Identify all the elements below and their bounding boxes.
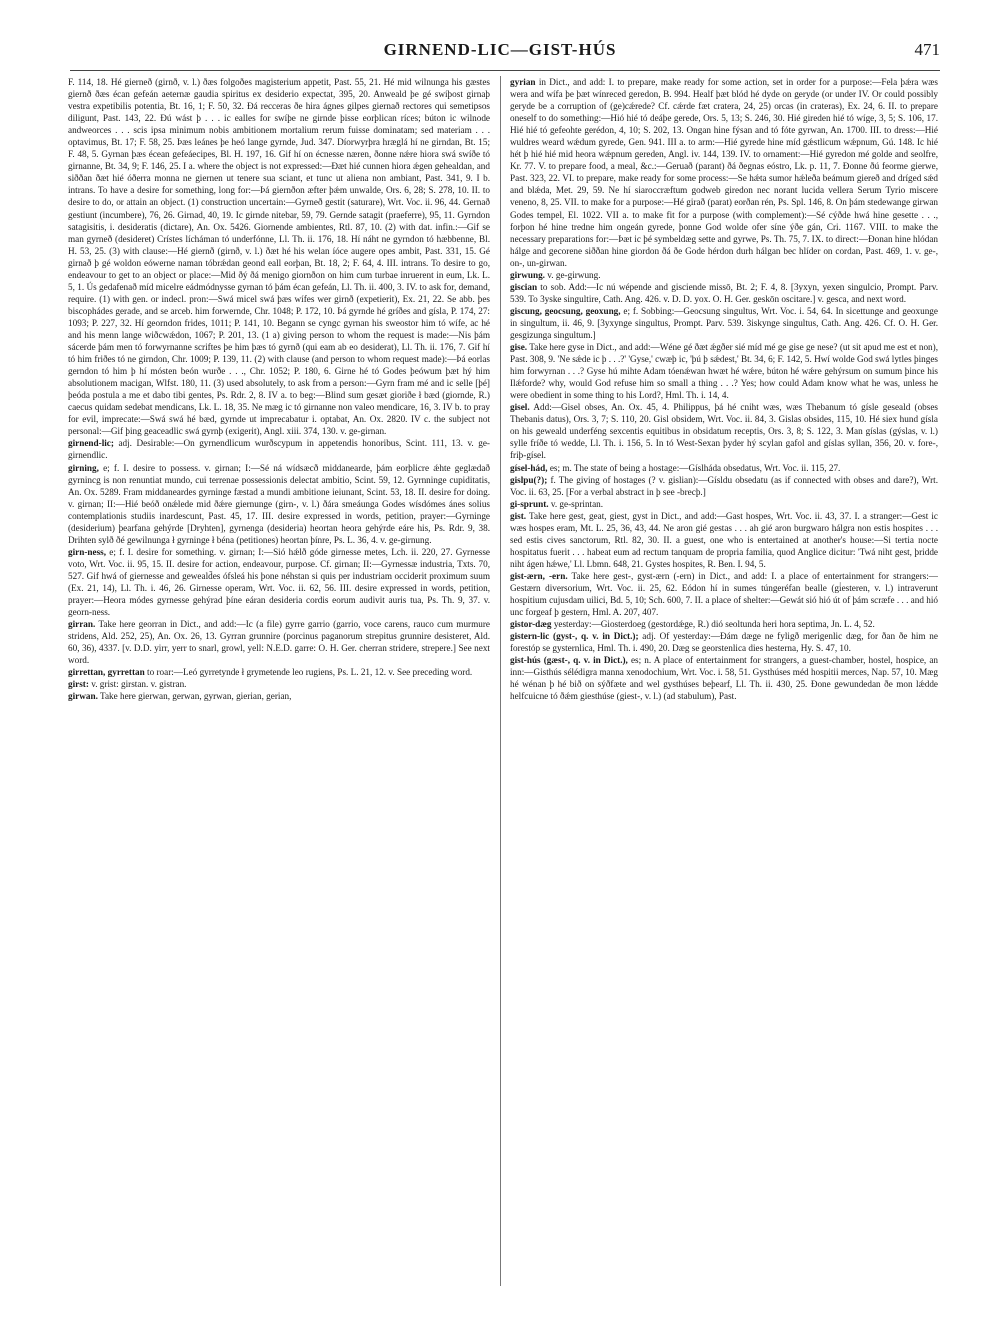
entry-headword: gist.	[510, 510, 527, 521]
entry-headword: girn-ness,	[68, 546, 107, 557]
dictionary-entry	[68, 666, 490, 678]
entry-headword: girwung.	[510, 269, 545, 280]
page-number: 471	[914, 40, 940, 59]
dictionary-entry	[68, 690, 490, 702]
entry-text: es; n. A place of entertainment for strangers, a guest-chamber, hostel, hospice, an inn:—Gisthús sélédigra manna xenodochium, Wrt. Voc. i. 58, 51. Gysthúses méd hospitii merces, Nap. 57, 10. Mæg hé wénan þ hé bið on sýðfæte and wel gysthúses beþearf, Ll. Th. ii. 430, 25. Ðone gewundedan ðe mon lǽdde helfcuicne tó ðǽm giesthúse (giest-, v. l.) (ad stabulum), Past.	[510, 655, 938, 702]
dictionary-entry	[68, 437, 490, 461]
entry-text: e; f. I. desire to possess. v. girnan; I:—Sé ná wídsæcð middaneardе, þám eorþlicre ǽhte geglædað gyrninсg is non renuntiat mundo, cui terrenae possessionis delectat ambitio, Scint. 59, 12. Gyrnninge cupiditatis, An. Ox. 5289. Fram middaneardes gyrninge fæstad a mundi ambitione ieiunant, Scint. 53, 18. II. desire for doing. v. girnan; II:—Hié beóð onǽlede mid ðǽre giernunge (girn-, v. l.) ðára smeáunga Godes wísdómes ánes solius contemplationis studiis inardescunt, Past. 45, 17. III. desire expressed in words, petition, prayer:—Gyrninge (desiderium) þearfana gehýrde [Dryhten], gyrnenga (desideria) heortan heora gehýrde eáre his, Ps. Rdr. 9, 38. Drihten sylð ðé gewilnunga ł gyrninge ł béna (petitiones) heortan þínre, Ps. L. 36, 4. v. ge-girnung.	[68, 462, 490, 545]
entry-text: e; f. Sobbing:—Geocsung singultus, Wrt. Voc. i. 54, 64. In sicettunge and geoxunge in singultum, ii. 46, 9. [3yxynge singultus, Prompt. Parv. 539. 3iskynge singultus, Cath. Ang. 426. Cf. O. H. Ger. gesgizunga singultum.]	[510, 305, 938, 340]
entry-text: v. grist: girstan. v. gistran.	[88, 679, 187, 690]
entry-text: v. ge-sprintan.	[548, 498, 604, 509]
dictionary-entry	[510, 281, 938, 305]
entry-text: v. ge-girwung.	[544, 269, 601, 280]
entry-headword: girrettan, gyrrettan	[68, 667, 145, 678]
entry-headword: giscian	[510, 281, 538, 292]
left-column	[68, 76, 490, 1301]
entry-headword: gistor-dæg	[510, 619, 552, 630]
entry-text: Take here georran in Dict., and add:—Ic (a file) gyrre garrio (garrio, voce carens, rauco cum murmure stridens, Ald. 252, 25), An. Ox. 26, 13. Gyrran grunnire (porcinus paganorum strepitus grunnire desisteret, Ald. 60, 36), 4337. [v. D.D. yirr, yerr to snarl, growl, yell: N.E.D. garre: O. H. Ger. cherran stridere, strepere.] See next word.	[68, 619, 490, 666]
entry-headword: gísel-hád,	[510, 462, 548, 473]
dictionary-entry	[510, 570, 938, 618]
entry-text: es; m. The state of being a hostage:—Gíslháda obsedatus, Wrt. Voc. ii. 115, 27.	[547, 462, 841, 473]
entry-text: in Dict., and add: I. to prepare, make ready for some action, set in order for a purpose:—Fela þǽra wæs wera and wífa þe þæt wínreced geredon, B. 994. Healf þæt blód hé dyde on geryde (or under IV. Or could possibly geryde be a corruption of (ge)cǽrede? Cf. cǽrde fæt cratera, 24, 25) orcas (in crateras), Ex. 24, 6. II. to prepare oneself to do something:—Hió hié tó deáþe gerede, Ors. 5, 13; S. 246, 30. Hié gireden hié tó wíge, 3, 5; S. 106, 17. Hié hié tó gefeohte gerédon, 4, 10; S. 202, 13. Ongan hine fýsan and tó fóte gyrwan, An. 1700. III. to dress:—Hié wuldres weard wǽdum gyrede, Gen. 941. III a. to arm:—Hié gyrede hine míd gǽstlicum wǽpnum, Gú. 148. Ic hié hét þ hié hié mid heora wǽpnum gereden, Angl. iv. 144, 139. IV. to ornament:—Hié gyredon mé golde and seolfre, Kr. 77. V. to prepare food, a meal, &c.:—Geruað (parant) ðá ðegnas eóstro, Lk. p. 11, 7. Ðonne ðú feorme gierwe, Past. 323, 22. VI. to prepare, make ready for some process:—Se hǽta sumor hǽleða beámum giereð and dríged sǽd and blǽda, Met. 29, 59. Ne hí siaroccræftum godweb giredon nec norant lucida vellera Serum Tyrio miscere veneno, 8, 25. VII. to make for a purpose:—Hé girað (parat) eorðan rén, Ps. Spl. 146, 8. On þám stedewange girwan Godes tempel, El. 1022. VII a. to make fit for a purpose (with complement):—Sé cýðde hwá hine gesette . . ., forþon hé hine tredne him ongeán gyrede, þonne God wolde ofer síne ýðe gán, Cri. 1167. VIII. to make the necessary preparations for:—Þæt ic þé symbeldæg sette and gyrwe, Ps. Th. 75, 7. IX. to direct:—Ðonan hine hlódan hálge and gecorene siððan hine giordon ðá ðe Gode hérdon durh hálgan bec hlíder on cordan, Past. 469, 1. v. ge-, on-, un-girwan.	[510, 77, 938, 268]
entry-text: e; f. I. desire for something. v. girnan; I:—Sió hǽlð góde girnesse metes, Lch. ii. 220, 27. Gyrnesse voto, Wrt. Voc. ii. 95, 15. II. desire for action, endeavour, purpose. Cf. girnan; II:—Gyrnessæ industria, Txts. 70, 527. Gif hwá of giernesse and geweald̄es ófsleá his þone néhstan si quis per industriam occiderit proximum suum (Ex. 21, 14), Ll. Th. i. 46, 26. Girnesse operam, Wrt. Voc. ii. 62, 56. III. desire expressed in words, petition, prayer:—Heora módes gyrnesse gehýrad þíne eáran desideria cordis eorum audivit auris tua, Ps. Th. 9, 37. v. georn-ness.	[68, 546, 490, 618]
entry-text: yesterday:—Giosterdoeg (gestordǽge, R.) dió seoltunda heri hora septima, Jn. L. 4, 52.	[551, 619, 875, 630]
dictionary-entry	[510, 401, 938, 461]
entry-headword: gi-sprunt.	[510, 498, 549, 509]
dictionary-entry	[510, 76, 938, 269]
entry-text: Take here gierwan, gerwan, gyrwan, gierian, gerian,	[97, 691, 292, 702]
dictionary-entry	[68, 462, 490, 546]
column-divider	[500, 76, 501, 1286]
entry-text: F. 114, 18. Hé gierneð (girnð, v. l.) ðæs folgoðes magisterium appetit, Past. 55, 21. Hé mid wilnunga his gæstes giernð ðæs écan gefeán aeternæ gaudia spiritus ex desiderio expectat, 395, 20. Anweald þe gé swíþost girnaþ vestra expetibilis potentia, Bt. 16, 1; F. 50, 32. Ðá recceras ðe hira ágnes gilpes giernað rectores qui semetipsos diligunt, Past. 143, 22. Ðú wást þ . . . ic ealles for swíþe ne girnde þisse eorþlican ríces; búton ic wilnode andweorces . . . scis ipsa minimum nobis ambitionem mortalium rerum fuisse dominatam; sed materiam . . . optavimus, Bt. 17; F. 58, 25. Þæs leánes þe heó lange gyrnde, Jud. 347. Díorwyrþra hræglá hí ne girndan, Bt. 15; F. 48, 5. Gyrnan þæs écean gefeáecipes, Bl. H. 197, 16. Gif hí on écnesse næren, ðonne nǽre hiora swá swíðe tó girnanne, Bt. 34, 9; F. 146, 25. I a. where the object is not expressed:—Ðæt hié cunnen hiora ǽgen gehealdan, and siððan ðæt hié óðerra monna ne giernen ut tenere sua sciant, et tunc ut aliena non ambiant, Past. 341, 9. I b. intrans. To have a desire for something, long for:—Þá giernðon æfter þǽm unwalde, Ors. 6, 28; S. 278, 10. II. to desire to do, or attain an object. (1) construction uncertain:—Gyrneð gestit (saturare), Wrt. Voc. ii. 96, 44. Gernað gestiunt (incumbere), 76, 26. Girnad, 40, 19. Ic girnde nitebar, 59, 79. Gernde satagit (praeferre), 95, 11. Gyrndon satagisitis, i. desideratis (dictare), An. Ox. 5426. Giornende ambientes, Rtl. 87, 10. (2) with dat. infin.:—Gif se man gyrneð (desideret) Crístes lícháman tó underfónne, Ll. Th. ii. 176, 18. Hí náht ne gyrndon tó hæbbenne, Bl. H. 53, 25. (3) with clause:—Hé giernð (girnð, v. l.) ðæt hé his welan íóce augere opes ambit, Past. 331, 15. Gé girnað þ gé woldon eówerne naman tóbrǽdan geond eall eorþan, Bt. 18, 2; F. 64, 4. III. intrans. To desire to go, endeavour to get to an object or place:—Mid ðý ðá menigo giornðon on him cum turbae inruerent in eum, Lk. L. 5, 1. Ús gedafenað míd micelre eádmódnysse gyrnan tó þám écan gefeán, Ll. Th. ii. 400, 3. IV. to ask for, demand, require. (1) with gen. or indecl. pron:—Swá micel swá þæs wífes wer girnð (expetierit), Ex. 21, 22. Se abb. þes biscophádes gerade, and se arceb. him forwernde, Chr. 1048; P. 172, 10. Þá gyrnde hé gríðes and gísla, P. 174, 27: 1093; P. 227, 32. Hí georndon frides, 1011; P. 141, 10. Begann se cyngc gyrnan his sweostor him tó wífe, ac hé and his menn lange wiðcwǽdon, 1067; P. 201, 13. (1 a) giving person to whom the request is made:—Nis þám sácerde þám men tó forwyrnanne scriftes þe him þæs tó gyrnð (qui eam ab eo desiderat), Ll. Th. ii. 176, 7. Gif hí tó him friðes tó ne girndon, Chr. 1009; P. 139, 11. (2) with clause (and person to whom request made):—Þá eorlas gerndon tó him þ hí mósten beón wurðe . . ., Chr. 1052; P. 180, 6. Girne hé tó Godes þeówum þæt hý him absolutionem macigan, Wlfst. 180, 11. (3) used absolutely, to ask from a person:—Gyrn fram mé and ic selle [þé] þeóda postula a me et dabo tibi gentes, Ps. Rdr. 2, 8. IV a. to beg:—Blind sum gesæt gioriðe ł bæd (giornde, R.) caecus quidam sedebat mendicans, Lk. L. 18, 35. Ne mæg ic tó girnanne non valeo mendicare, 16, 3. IV b. to pray for evil, imprecate:—Swá swá hé bæd, gyrnde ut imprecabatur i. optabat, An. Ox. 2820. IV c. the subject not personal:—Gif þing geaceadlic swá gyrnþ (exigerit), Angl. xiii. 374, 130. v. ge-girnan.	[68, 77, 490, 437]
entry-headword: girwan.	[68, 691, 98, 702]
page-title: GIRNEND-LIC—GIST-HÚS	[383, 40, 617, 59]
entry-text: Take here gest, geat, giest, gyst in Dict., and add:—Gast hospes, Wrt. Voc. ii. 43, 37. I. a stranger:—Gest ic wæs hospes eram, Mt. L. 25, 36, 43, 44. Ne aron gié gestas . . . ah gié aron burgwaro hálgra non estis hospites . . . sed estis cives sanctorum, Rtl. 82, 30. II. a guest, one who is entertained at another's house:—Si tertia nocte hospitatus fuerit . . . habeat eum ad rectum tanquam de propria familia, quod Anglice dicitur: 'Twá niht gest, þridde niht ágen hǽwe,' Ll. Lbmn. 648, 21. Gystes hospites, R. Ben. I. 94, 5.	[510, 510, 938, 569]
entry-headword: gist-hús (gæst-, q. v. in Dict.),	[510, 655, 628, 666]
dictionary-entry	[68, 678, 490, 690]
dictionary-entry	[510, 654, 938, 702]
entry-headword: giscung, geocsung, geoxung,	[510, 305, 621, 316]
entry-headword: girst:	[68, 679, 89, 690]
entry-headword: gyrian	[510, 77, 536, 87]
right-column	[510, 76, 938, 1301]
entry-headword: gisel.	[510, 402, 530, 413]
dictionary-entry	[510, 341, 938, 401]
dictionary-entry	[510, 462, 938, 474]
entry-headword: girnend-lic;	[68, 438, 114, 449]
dictionary-entry	[510, 618, 938, 630]
entry-headword: gistern-lic (gyst-, q. v. in Dict.);	[510, 631, 639, 642]
entry-text: Take here gyse in Dict., and add:—Wéne gé ðæt ǽgðer sié míd mé ge gise ge nese? (ut sit apud me est et non), Past. 308, 9. 'Ne sǽde ic þ . . .?' 'Gyse,' cwæþ ic, 'þú þ sǽdest,' Bt. 34, 6; F. 142, 5. Hwí wolde God swá lytles þinges him forwyrnan . . .? Gyse hú mihte Adam tóenǽwan hwæt hé wǽre, búton hé wǽre gehýrsum on sumum þince his Ilǽforde? why, would God refuse him so small a thing . . .? Yes; how could Adam know what he was, unless he were obedient in some thing to his Lord?, Hml. Th. i. 14, 4.	[510, 342, 938, 401]
dictionary-entry	[68, 618, 490, 666]
dictionary-entry	[510, 510, 938, 570]
entry-text: f. The giving of hostages (? v. gislian):—Gísldu obsedatu (as if connected with obses and dare?), Wrt. Voc. ii. 63, 25. [For a verbal abstract in þ see -brecþ.]	[510, 474, 938, 497]
dictionary-entry	[510, 269, 938, 281]
dictionary-entry	[510, 498, 938, 510]
dictionary-entry	[510, 305, 938, 341]
dictionary-entry	[510, 474, 938, 498]
dictionary-entry	[510, 630, 938, 654]
entry-headword: girning,	[68, 462, 99, 473]
entry-text: Take here gest-, gyst-ærn (-ern) in Dict., and add: I. a place of entertainment for strangers:—Gestærn diversorium, Wrt. Voc. ii. 25, 62. Eódon hí in sumes túngeréfan bealle (gi̇esteren, v. l.) intraverunt hospitium cujusdam uilici, Bd. 5, 10; Sch. 600, 7. II. a place of shelter:—Gewát sió hió út of þám scræfe . . . and hió unc forgeaf þ gestern, Hml. A. 207, 407.	[510, 570, 938, 618]
dictionary-entry	[68, 546, 490, 618]
entry-text: to roar:—Leó gyrretynde ł grymetende leo rugiens, Ps. L. 21, 12. v. See preceding word.	[144, 667, 473, 678]
entry-headword: girran.	[68, 619, 96, 630]
entry-text: adj. Desirable:—On gyrnendlicum wurðscypum in appetendis honoribus, Scint. 111, 13. v. ge-girnendlic.	[68, 438, 490, 461]
running-head	[60, 40, 940, 66]
entry-text: Add:—Gisel obses, An. Ox. 45, 4. Philippus, þá hé cniht wæs, wæs Thebanum tó gísle geseald (obses Thebanis datus), Ors. 3, 7; S. 110, 20. Gisl obsidem, Wrt. Voc. ii. 84, 3. Gislas obsides, 115, 10. Hé siex hund gísla on his geweald underféng sexcentis equitibus in obsidatum receptis, Ors. 3, 8; S. 122, 3. Man gíslas (gýslas, v. l.) sylle fríðe tó wedde, Ll. Th. i. 156, 5. In tó West-Sexan þyder hý scylan gafol and gíslas syllan, 356, 20. v. fore-, friþ-gísel.	[510, 402, 938, 461]
entry-headword: gise.	[510, 342, 528, 353]
dictionary-entry	[68, 76, 490, 437]
header-rule	[70, 70, 940, 71]
entry-text: adj. Of yesterday:—Ðám dæge ne fyligð merigenlic dæg, for ðan ðe him ne forestóp se gysternlica, Hml. Th. i. 490, 20. Dæg se georstenlica dies hesterna, Hy. S. 47, 10.	[510, 631, 938, 654]
entry-headword: gislpu(?);	[510, 474, 548, 485]
entry-text: to sob. Add:—Ic nú wépende and gisciende missō, Bt. 2; F. 4, 8. [3yxyn, yexen singulcio, Prompt. Parv. 539. To 3yske singultire, Cath. Ang. 426. v. D. D. yox. O. H. Ger. geskōn oscitare.] v. gesca, and next word.	[510, 281, 938, 304]
entry-headword: gist-ærn, -ern.	[510, 570, 568, 581]
